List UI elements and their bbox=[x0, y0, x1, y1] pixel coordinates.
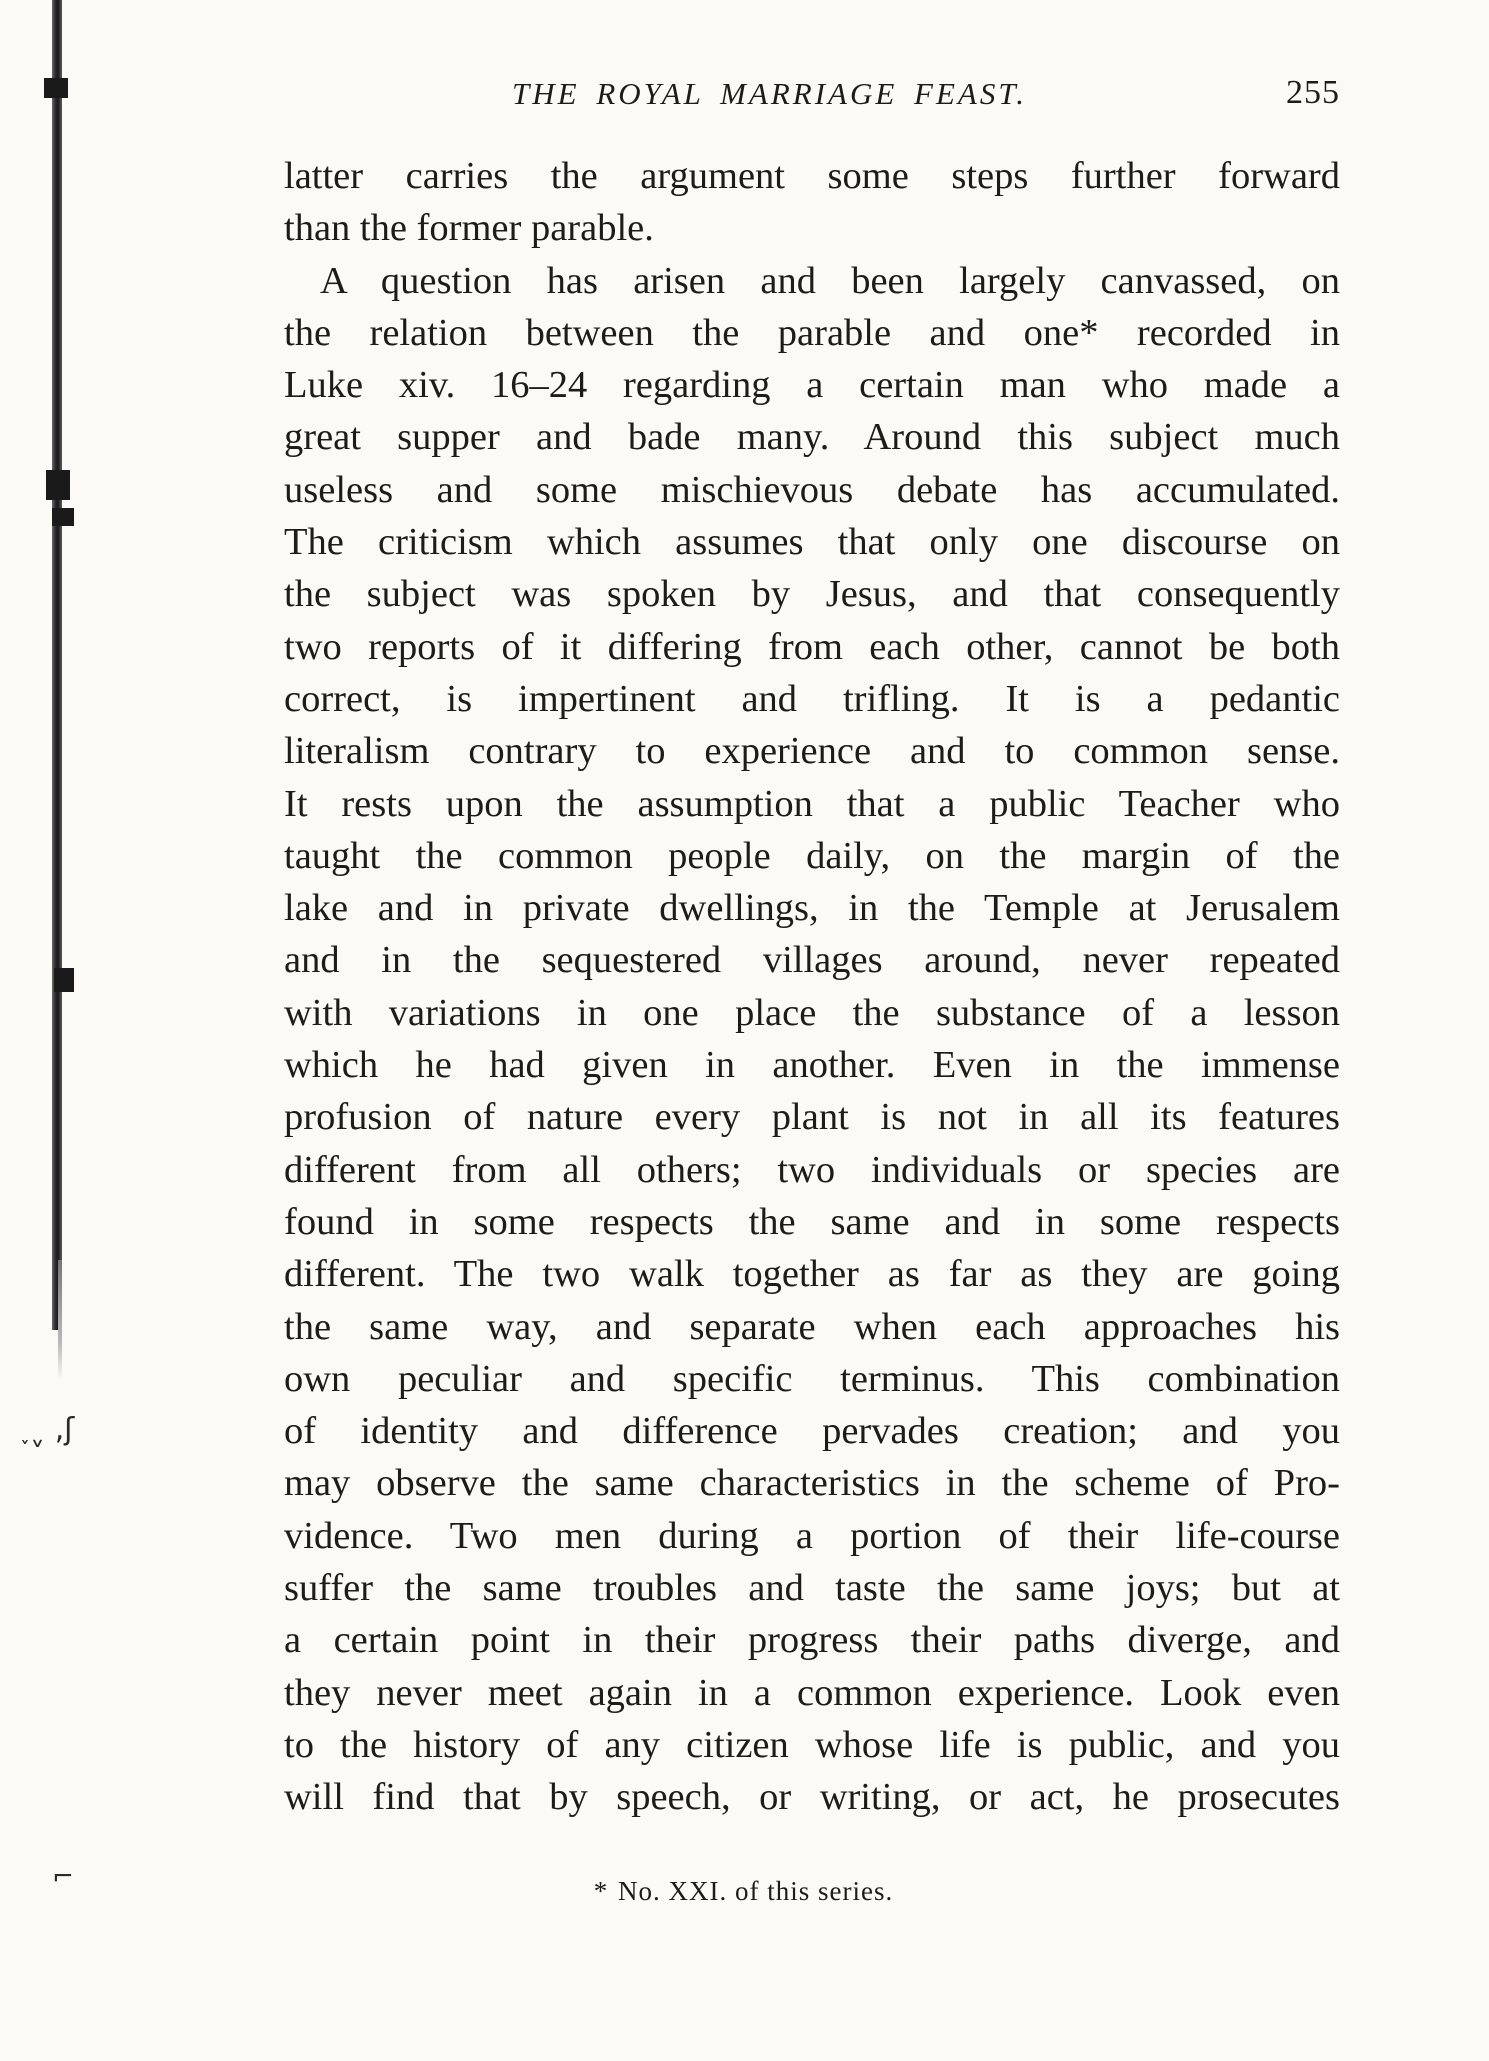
text-line: which he had given in another. Even in the immense bbox=[284, 1044, 1340, 1087]
binding-notch bbox=[54, 968, 74, 992]
page-header bbox=[500, 72, 1340, 122]
text-line: than the former parable. bbox=[284, 207, 654, 250]
text-line: to the history of any citizen whose life is public, and you bbox=[284, 1723, 1340, 1766]
text-line: the subject was spoken by Jesus, and that consequently bbox=[284, 573, 1340, 616]
binding-notch bbox=[52, 508, 74, 526]
running-title: THE ROYAL MARRIAGE FEAST. bbox=[512, 76, 1028, 111]
binding-edge bbox=[52, 0, 62, 1330]
text-line: and in the sequestered villages around, never repeated bbox=[284, 939, 1340, 982]
text-line: profusion of nature every plant is not in all its features bbox=[284, 1096, 1340, 1139]
text-line: The criticism which assumes that only one discourse on bbox=[284, 521, 1340, 564]
footnote-text: No. XXI. of this series. bbox=[618, 1876, 894, 1906]
text-line: of identity and difference pervades creation; and you bbox=[284, 1410, 1340, 1453]
text-line: they never meet again in a common experience. Look even bbox=[284, 1671, 1340, 1714]
text-line: with variations in one place the substance of a lesson bbox=[284, 991, 1340, 1034]
text-line: taught the common people daily, on the margin of the bbox=[284, 834, 1340, 877]
text-line: vidence. Two men during a portion of their life-course bbox=[284, 1514, 1340, 1557]
text-line: found in some respects the same and in some respects bbox=[284, 1200, 1340, 1243]
stray-mark: ⌐ bbox=[52, 1862, 74, 1892]
page-number: 255 bbox=[1286, 74, 1340, 111]
stray-mark: ˯ˬ ‚ʃ bbox=[20, 1412, 75, 1447]
text-line: It rests upon the assumption that a public Teacher who bbox=[284, 782, 1340, 825]
text-line: two reports of it differing from each other, cannot be both bbox=[284, 625, 1340, 668]
binding-edge-fade bbox=[58, 1260, 62, 1380]
text-line: suffer the same troubles and taste the same joys; but at bbox=[284, 1567, 1340, 1610]
text-line: own peculiar and specific terminus. This combination bbox=[284, 1357, 1340, 1400]
text-line: great supper and bade many. Around this subject much bbox=[284, 416, 1340, 459]
text-line: different. The two walk together as far as they are going bbox=[284, 1253, 1340, 1296]
footnote-marker: * bbox=[593, 1876, 609, 1906]
text-line: literalism contrary to experience and to common sense. bbox=[284, 730, 1340, 773]
text-line: the same way, and separate when each approaches his bbox=[284, 1305, 1340, 1348]
text-line: the relation between the parable and one* recorded in bbox=[284, 311, 1340, 354]
text-line: latter carries the argument some steps further forward bbox=[284, 155, 1340, 197]
text-line: A question has arisen and been largely canvassed, on bbox=[320, 259, 1340, 302]
footnote bbox=[0, 1876, 1489, 1907]
text-line: lake and in private dwellings, in the Temple at Jerusalem bbox=[284, 887, 1340, 930]
text-line: correct, is impertinent and trifling. It is a pedantic bbox=[284, 677, 1340, 720]
text-line: useless and some mischievous debate has accumulated. bbox=[284, 468, 1340, 511]
text-line: different from all others; two individuals or species are bbox=[284, 1148, 1340, 1191]
binding-notch bbox=[46, 470, 70, 500]
body-text bbox=[284, 150, 1340, 1824]
text-line: Luke xiv. 16–24 regarding a certain man who made a bbox=[284, 364, 1340, 407]
binding-notch bbox=[44, 78, 68, 98]
text-line: will find that by speech, or writing, or act, he prosecutes bbox=[284, 1776, 1340, 1819]
text-line: a certain point in their progress their paths diverge, and bbox=[284, 1619, 1340, 1662]
text-line: may observe the same characteristics in the scheme of Pro- bbox=[284, 1462, 1340, 1505]
